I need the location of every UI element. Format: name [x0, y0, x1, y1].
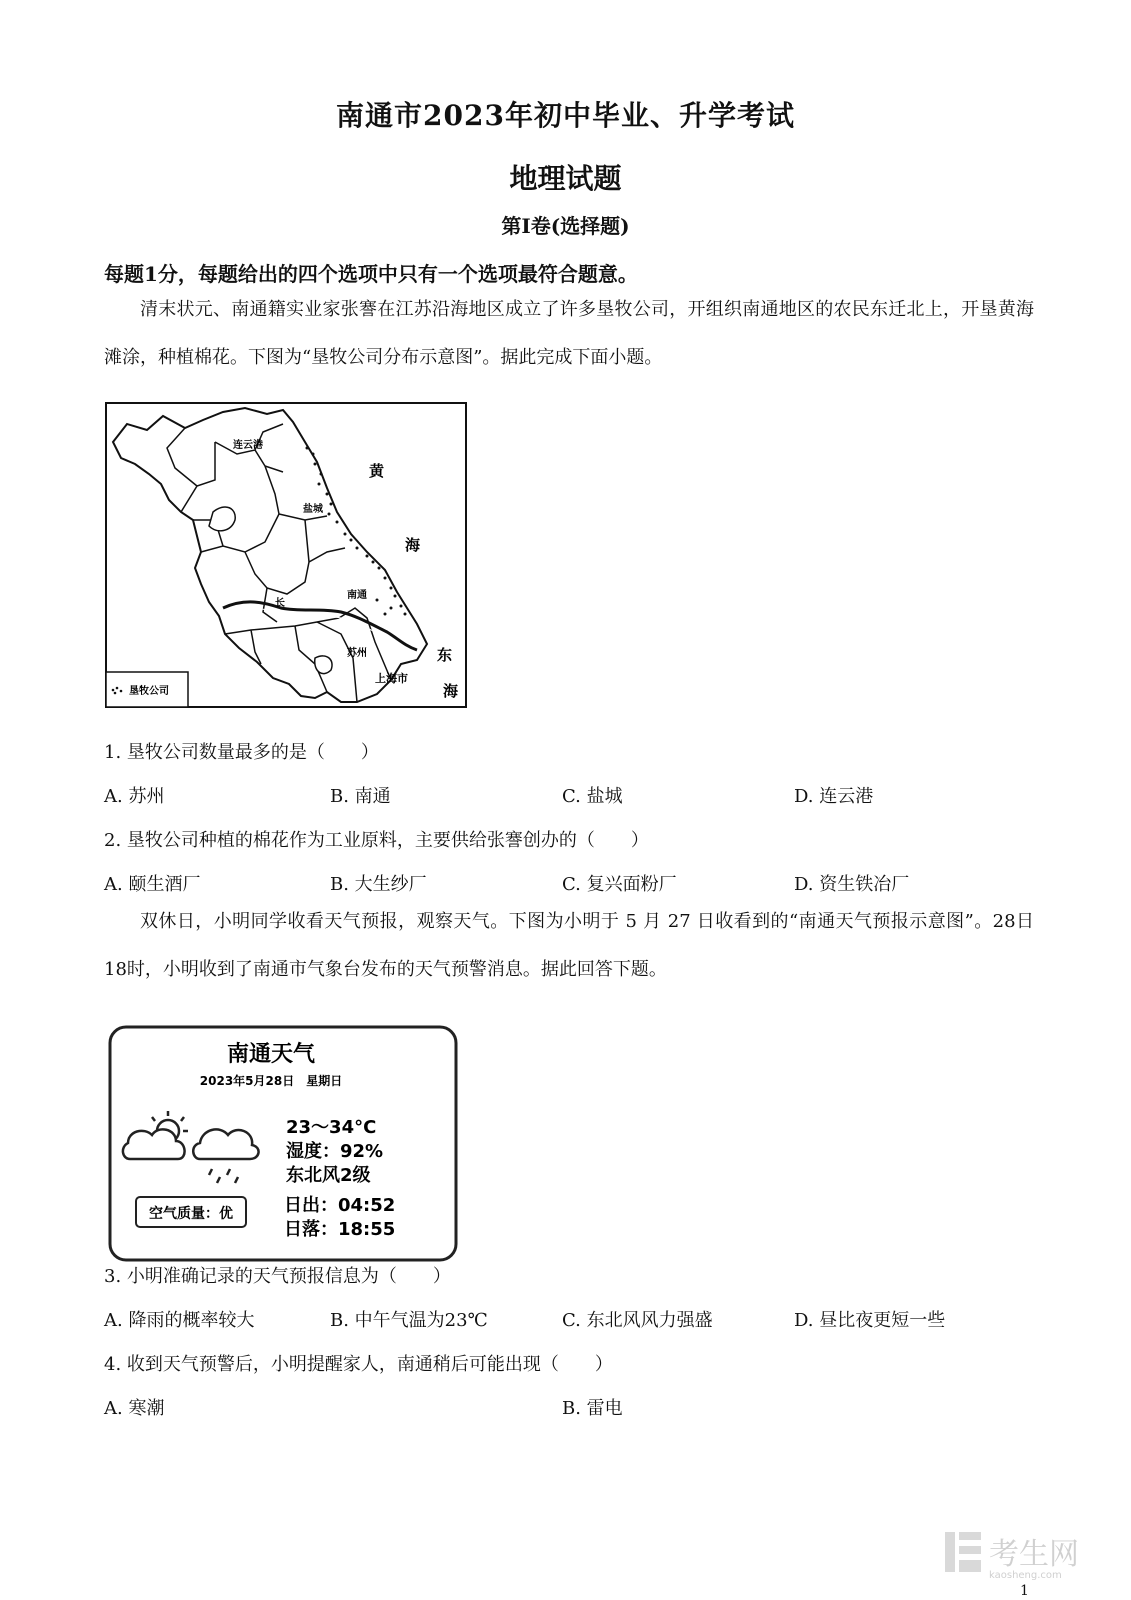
page-number: 1 [1020, 1583, 1029, 1599]
watermark-logo [945, 1528, 1120, 1580]
passage-2: 双休日，小明同学收看天气预报，观察天气。下图为小明于 5 月 27 日收看到的“南通天气预报示意图”。28日18时，小明收到了南通市气象台发布的天气预警消息。据此回答下题。 [104, 911, 1034, 980]
weather-date: 2023年5月28日 星期日 [199, 1074, 343, 1088]
q4-option-b: B. 雷电 [562, 1398, 623, 1419]
air-quality: 空气质量：优 [149, 1206, 233, 1222]
label-yancheng: 盐城 [303, 504, 323, 515]
q3-stem: 3. 小明准确记录的天气预报信息为（ ） [104, 1266, 451, 1287]
q3-option-c: C. 东北风风力强盛 [562, 1310, 713, 1331]
q2-option-b: B. 大生纱厂 [330, 874, 427, 895]
q2-option-d: D. 资生铁冶厂 [794, 874, 910, 895]
weather-humidity: 湿度：92% [286, 1141, 384, 1162]
legend-label: 垦牧公司 [129, 686, 169, 697]
q4-stem: 4. 收到天气预警后，小明提醒家人，南通稍后可能出现（ ） [104, 1354, 613, 1375]
weather-forecast [108, 1025, 458, 1262]
q4-option-a: A. 寒潮 [104, 1398, 165, 1419]
watermark-text: 考生网 [989, 1537, 1079, 1572]
subject-title: 地理试题 [509, 162, 622, 195]
label-east-sea-1: 东 [437, 646, 453, 664]
section-title: 第Ⅰ卷(选择题) [501, 214, 630, 238]
q2-option-c: C. 复兴面粉厂 [562, 874, 677, 895]
label-chang: 长 [275, 598, 285, 609]
weather-title: 南通天气 [226, 1042, 316, 1067]
q1-stem: 1. 垦牧公司数量最多的是（ ） [104, 742, 379, 763]
q1-option-b: B. 南通 [330, 786, 391, 807]
sunrise: 日出：04:52 [284, 1195, 396, 1216]
watermark-url: kaosheng.com [989, 1570, 1062, 1580]
q3-option-a: A. 降雨的概率较大 [104, 1310, 255, 1331]
label-yellow-sea-1: 黄 [369, 462, 385, 480]
passage-1: 清末状元、南通籍实业家张謇在江苏沿海地区成立了许多垦牧公司，开组织南通地区的农民东迁北上，开垦黄海滩涂，种植棉花。下图为“垦牧公司分布示意图”。据此完成下面小题。 [104, 299, 1034, 368]
q1-option-a: A. 苏州 [104, 786, 165, 807]
instruction: 每题1分，每题给出的四个选项中只有一个选项最符合题意。 [104, 262, 638, 286]
label-nantong: 南通 [347, 590, 367, 601]
label-yellow-sea-2: 海 [405, 536, 421, 554]
q3-option-b: B. 中午气温为23℃ [330, 1310, 488, 1331]
q2-stem: 2. 垦牧公司种植的棉花作为工业原料，主要供给张謇创办的（ ） [104, 830, 649, 851]
q2-option-a: A. 颐生酒厂 [104, 874, 201, 895]
q3-option-d: D. 昼比夜更短一些 [794, 1310, 946, 1331]
weather-temp: 23～34°C [286, 1117, 377, 1138]
label-suzhou: 苏州 [347, 648, 367, 659]
sunset: 日落：18:55 [284, 1219, 396, 1240]
label-east-sea-2: 海 [443, 682, 459, 700]
q1-option-c: C. 盐城 [562, 786, 623, 807]
label-shanghai: 上海市 [375, 672, 408, 685]
exam-title: 南通市2023年初中毕业、升学考试 [336, 99, 795, 132]
q1-option-d: D. 连云港 [794, 786, 874, 807]
label-lianyungang: 连云港 [233, 440, 263, 451]
weather-wind: 东北风2级 [286, 1165, 371, 1186]
jiangsu-map [105, 402, 477, 718]
